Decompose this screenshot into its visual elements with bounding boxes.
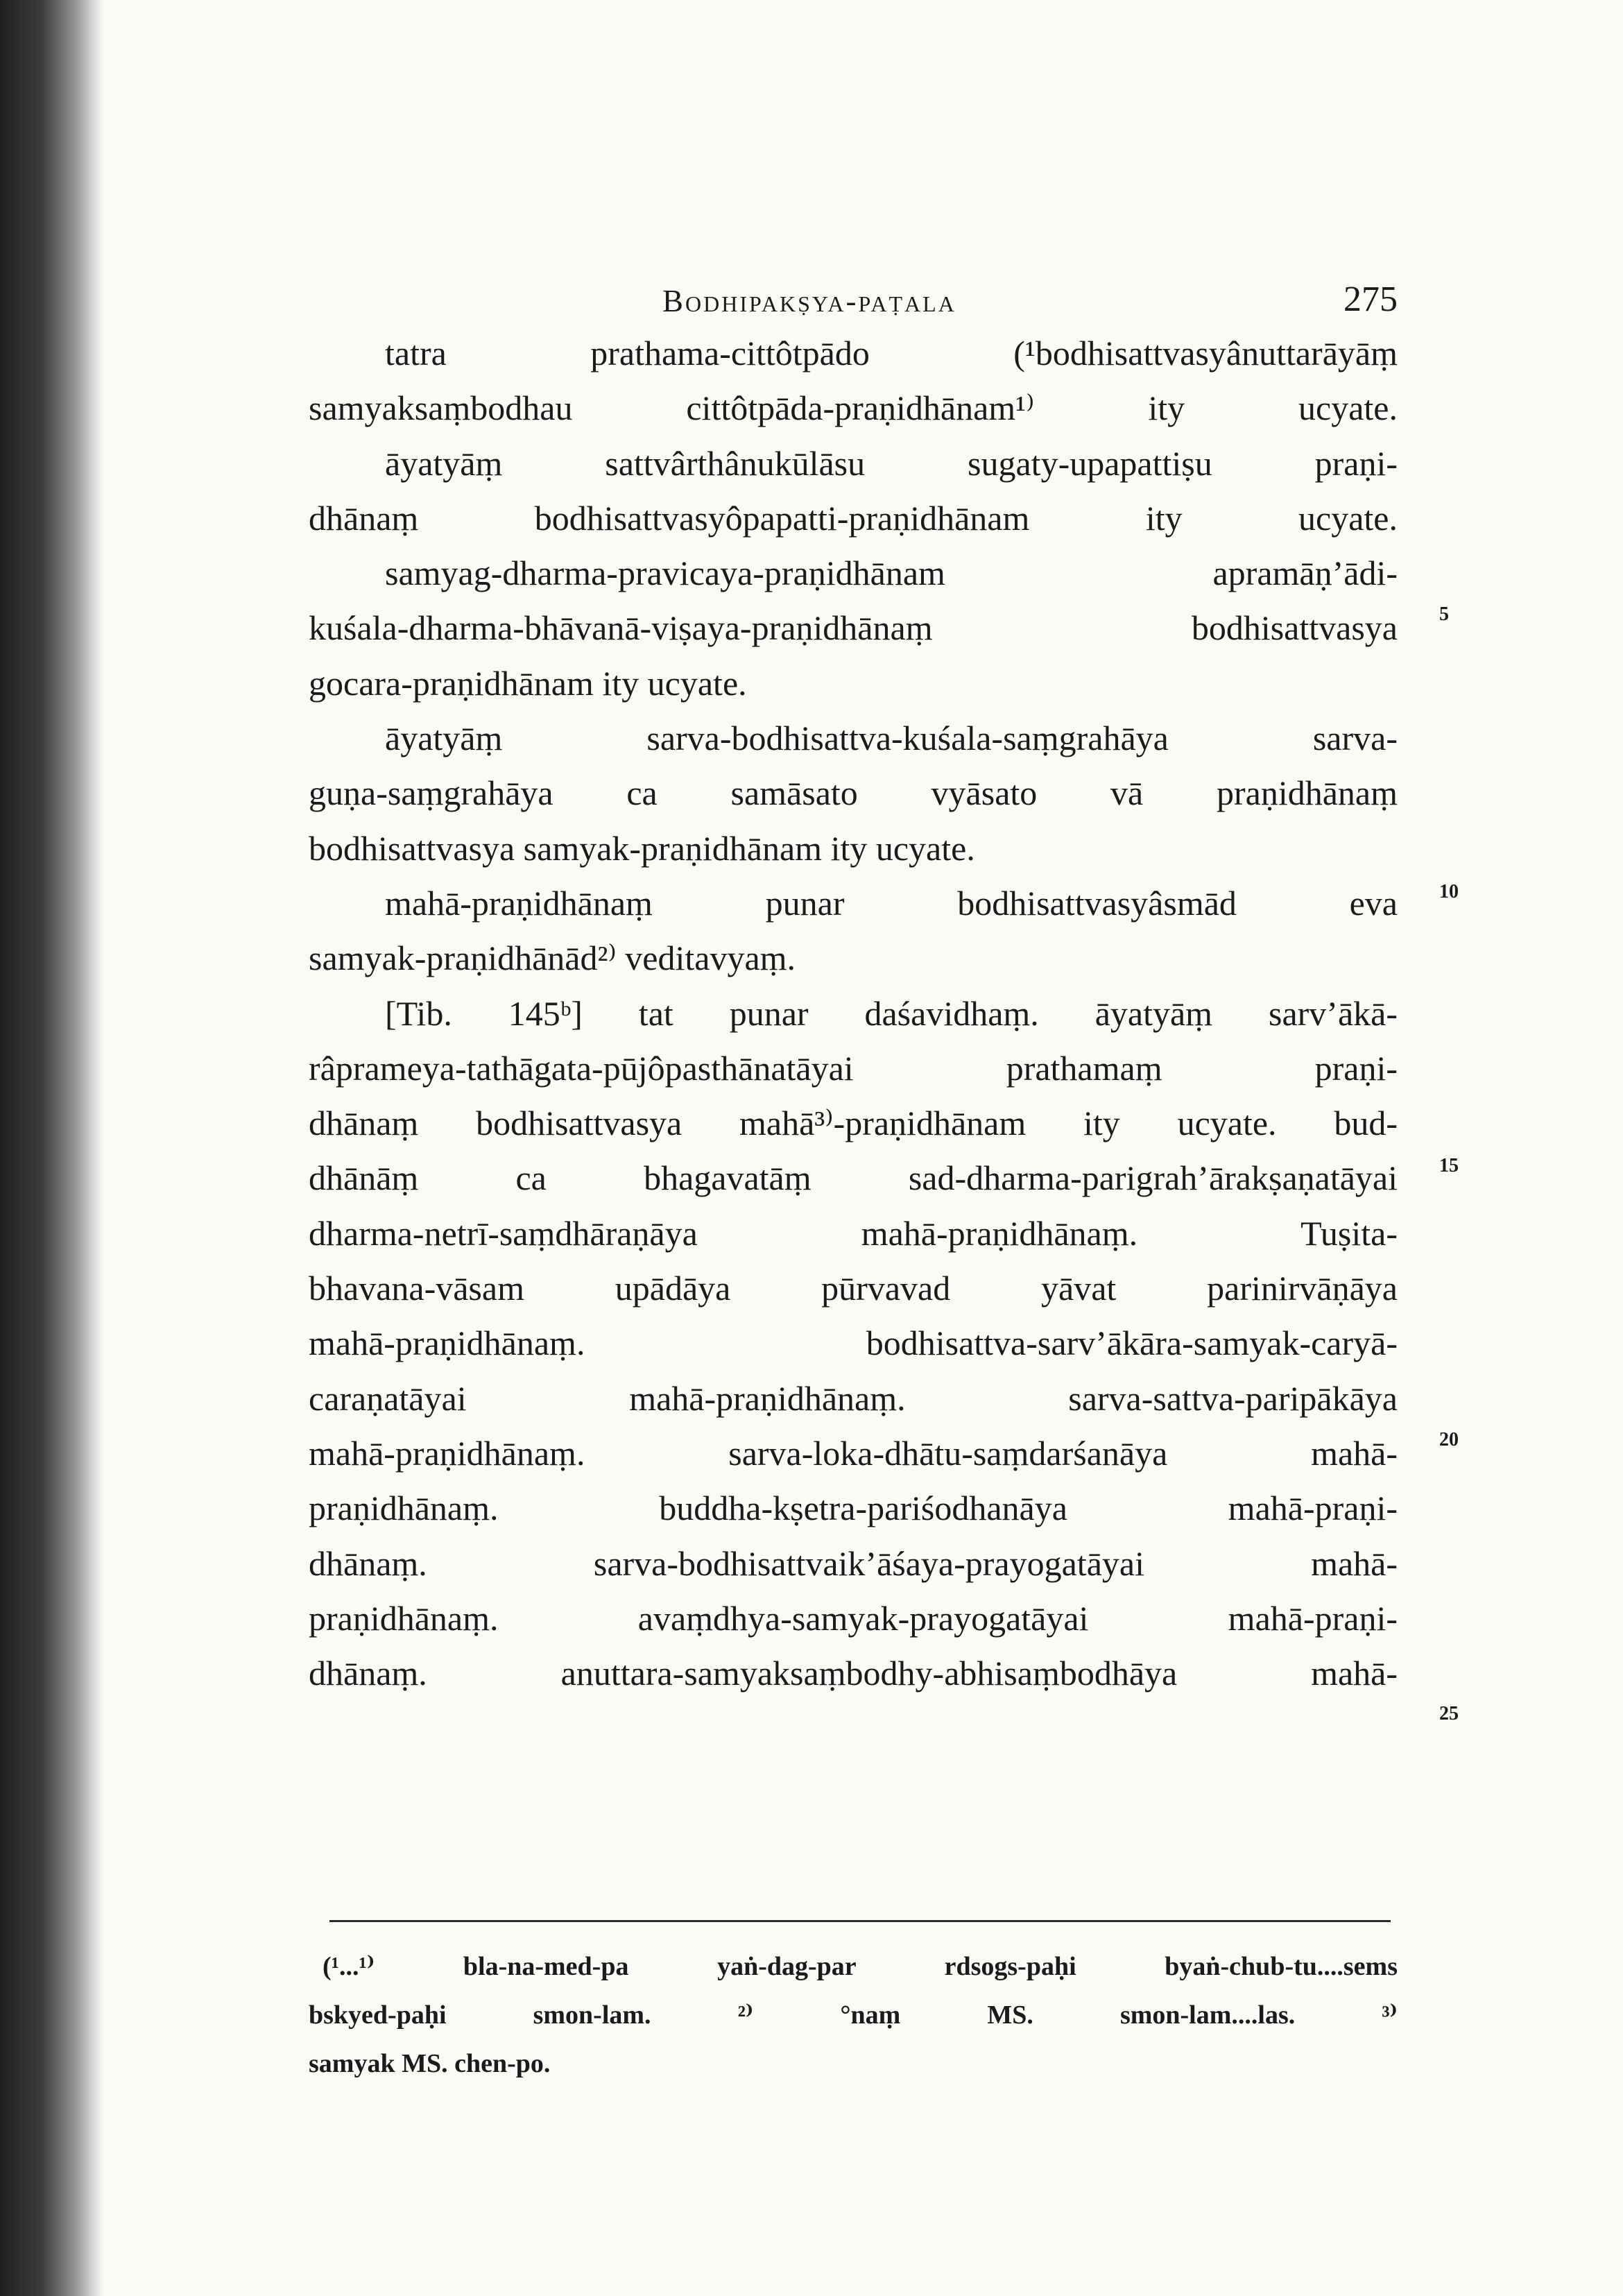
body-text: [309, 326, 1398, 1701]
line-number: 15: [1439, 1155, 1459, 1176]
text-line: dharma-netrī-saṃdhāraṇāya mahā-praṇidhānaṃ. Tuṣita-: [309, 1213, 1398, 1253]
running-title: Bodhipakṣya-paṭala: [662, 284, 956, 318]
text-line: bodhisattvasya samyak-praṇidhānam ity ucyate.: [309, 828, 975, 868]
text-line: mahā-praṇidhānaṃ. bodhisattva-sarv’ākāra-samyak-caryā-: [309, 1323, 1398, 1363]
line-number: 5: [1439, 603, 1449, 625]
text-line: caraṇatāyai mahā-praṇidhānaṃ. sarva-sattva-paripākāya: [309, 1378, 1398, 1418]
footnote-rule: [329, 1920, 1391, 1922]
text-line: praṇidhānaṃ. buddha-kṣetra-pariśodhanāya mahā-praṇi-: [309, 1489, 1398, 1528]
text-line: guṇa-saṃgrahāya ca samāsato vyāsato vā praṇidhānaṃ: [309, 773, 1398, 813]
page-header: [309, 279, 1398, 327]
text-line: dhānaṃ. anuttara-samyaksaṃbodhy-abhisaṃbodhāya mahā-: [309, 1654, 1398, 1693]
footnote-line: bskyed-paḥi smon-lam. ²⁾ °naṃ MS. smon-lam....las. ³⁾: [309, 2001, 1398, 2030]
line-number: 10: [1439, 881, 1459, 902]
text-line: mahā-praṇidhānaṃ punar bodhisattvasyâsmād eva: [385, 883, 1398, 923]
text-line: dhānaṃ bodhisattvasya mahā³⁾-praṇidhānam ity ucyate. bud-: [309, 1104, 1398, 1143]
footnote-line: (¹...¹⁾ bla-na-med-pa yaṅ-dag-par rdsogs-paḥi byaṅ-chub-tu....sems: [323, 1952, 1398, 1981]
text-line: tatra prathama-cittôtpādo (¹bodhisattvasyânuttarāyāṃ: [385, 334, 1398, 372]
text-line: râprameya-tathāgata-pūjôpasthānatāyai prathamaṃ praṇi-: [309, 1048, 1398, 1088]
text-line: āyatyāṃ sattvârthânukūlāsu sugaty-upapattiṣu praṇi-: [385, 443, 1398, 483]
text-line: bhavana-vāsam upādāya pūrvavad yāvat parinirvāṇāya: [309, 1269, 1398, 1308]
book-binding-shadow: [0, 0, 104, 2296]
text-line: dhānaṃ bodhisattvasyôpapatti-praṇidhānam ity ucyate.: [309, 498, 1398, 538]
text-line: samyaksaṃbodhau cittôtpāda-praṇidhānam¹⁾ ity ucyate.: [309, 388, 1398, 428]
line-number: 20: [1439, 1429, 1459, 1450]
footnote-line: samyak MS. chen-po.: [309, 2049, 551, 2078]
text-line: dhānāṃ ca bhagavatāṃ sad-dharma-parigrah’ārakṣaṇatāyai: [309, 1158, 1398, 1198]
text-line: dhānaṃ. sarva-bodhisattvaik’āśaya-prayogatāyai mahā-: [309, 1543, 1398, 1583]
text-line: samyak-praṇidhānād²⁾ veditavyaṃ.: [309, 939, 796, 978]
text-line: praṇidhānaṃ. avaṃdhya-samyak-prayogatāyai mahā-praṇi-: [309, 1598, 1398, 1638]
text-line: [Tib. 145ᵇ] tat punar daśavidhaṃ. āyatyāṃ sarv’ākā-: [385, 993, 1398, 1033]
text-line: kuśala-dharma-bhāvanā-viṣaya-praṇidhānaṃ bodhisattvasya: [309, 608, 1398, 648]
text-line: gocara-praṇidhānam ity ucyate.: [309, 663, 747, 703]
page-number: 275: [1343, 280, 1398, 319]
line-number: 25: [1439, 1703, 1459, 1724]
text-line: āyatyāṃ sarva-bodhisattva-kuśala-saṃgrahāya sarva-: [385, 719, 1398, 758]
text-line: mahā-praṇidhānaṃ. sarva-loka-dhātu-saṃdarśanāya mahā-: [309, 1433, 1398, 1473]
text-line: samyag-dharma-pravicaya-praṇidhānam apramāṇ’ādi-: [385, 554, 1398, 593]
footnotes: [309, 1942, 1398, 2088]
